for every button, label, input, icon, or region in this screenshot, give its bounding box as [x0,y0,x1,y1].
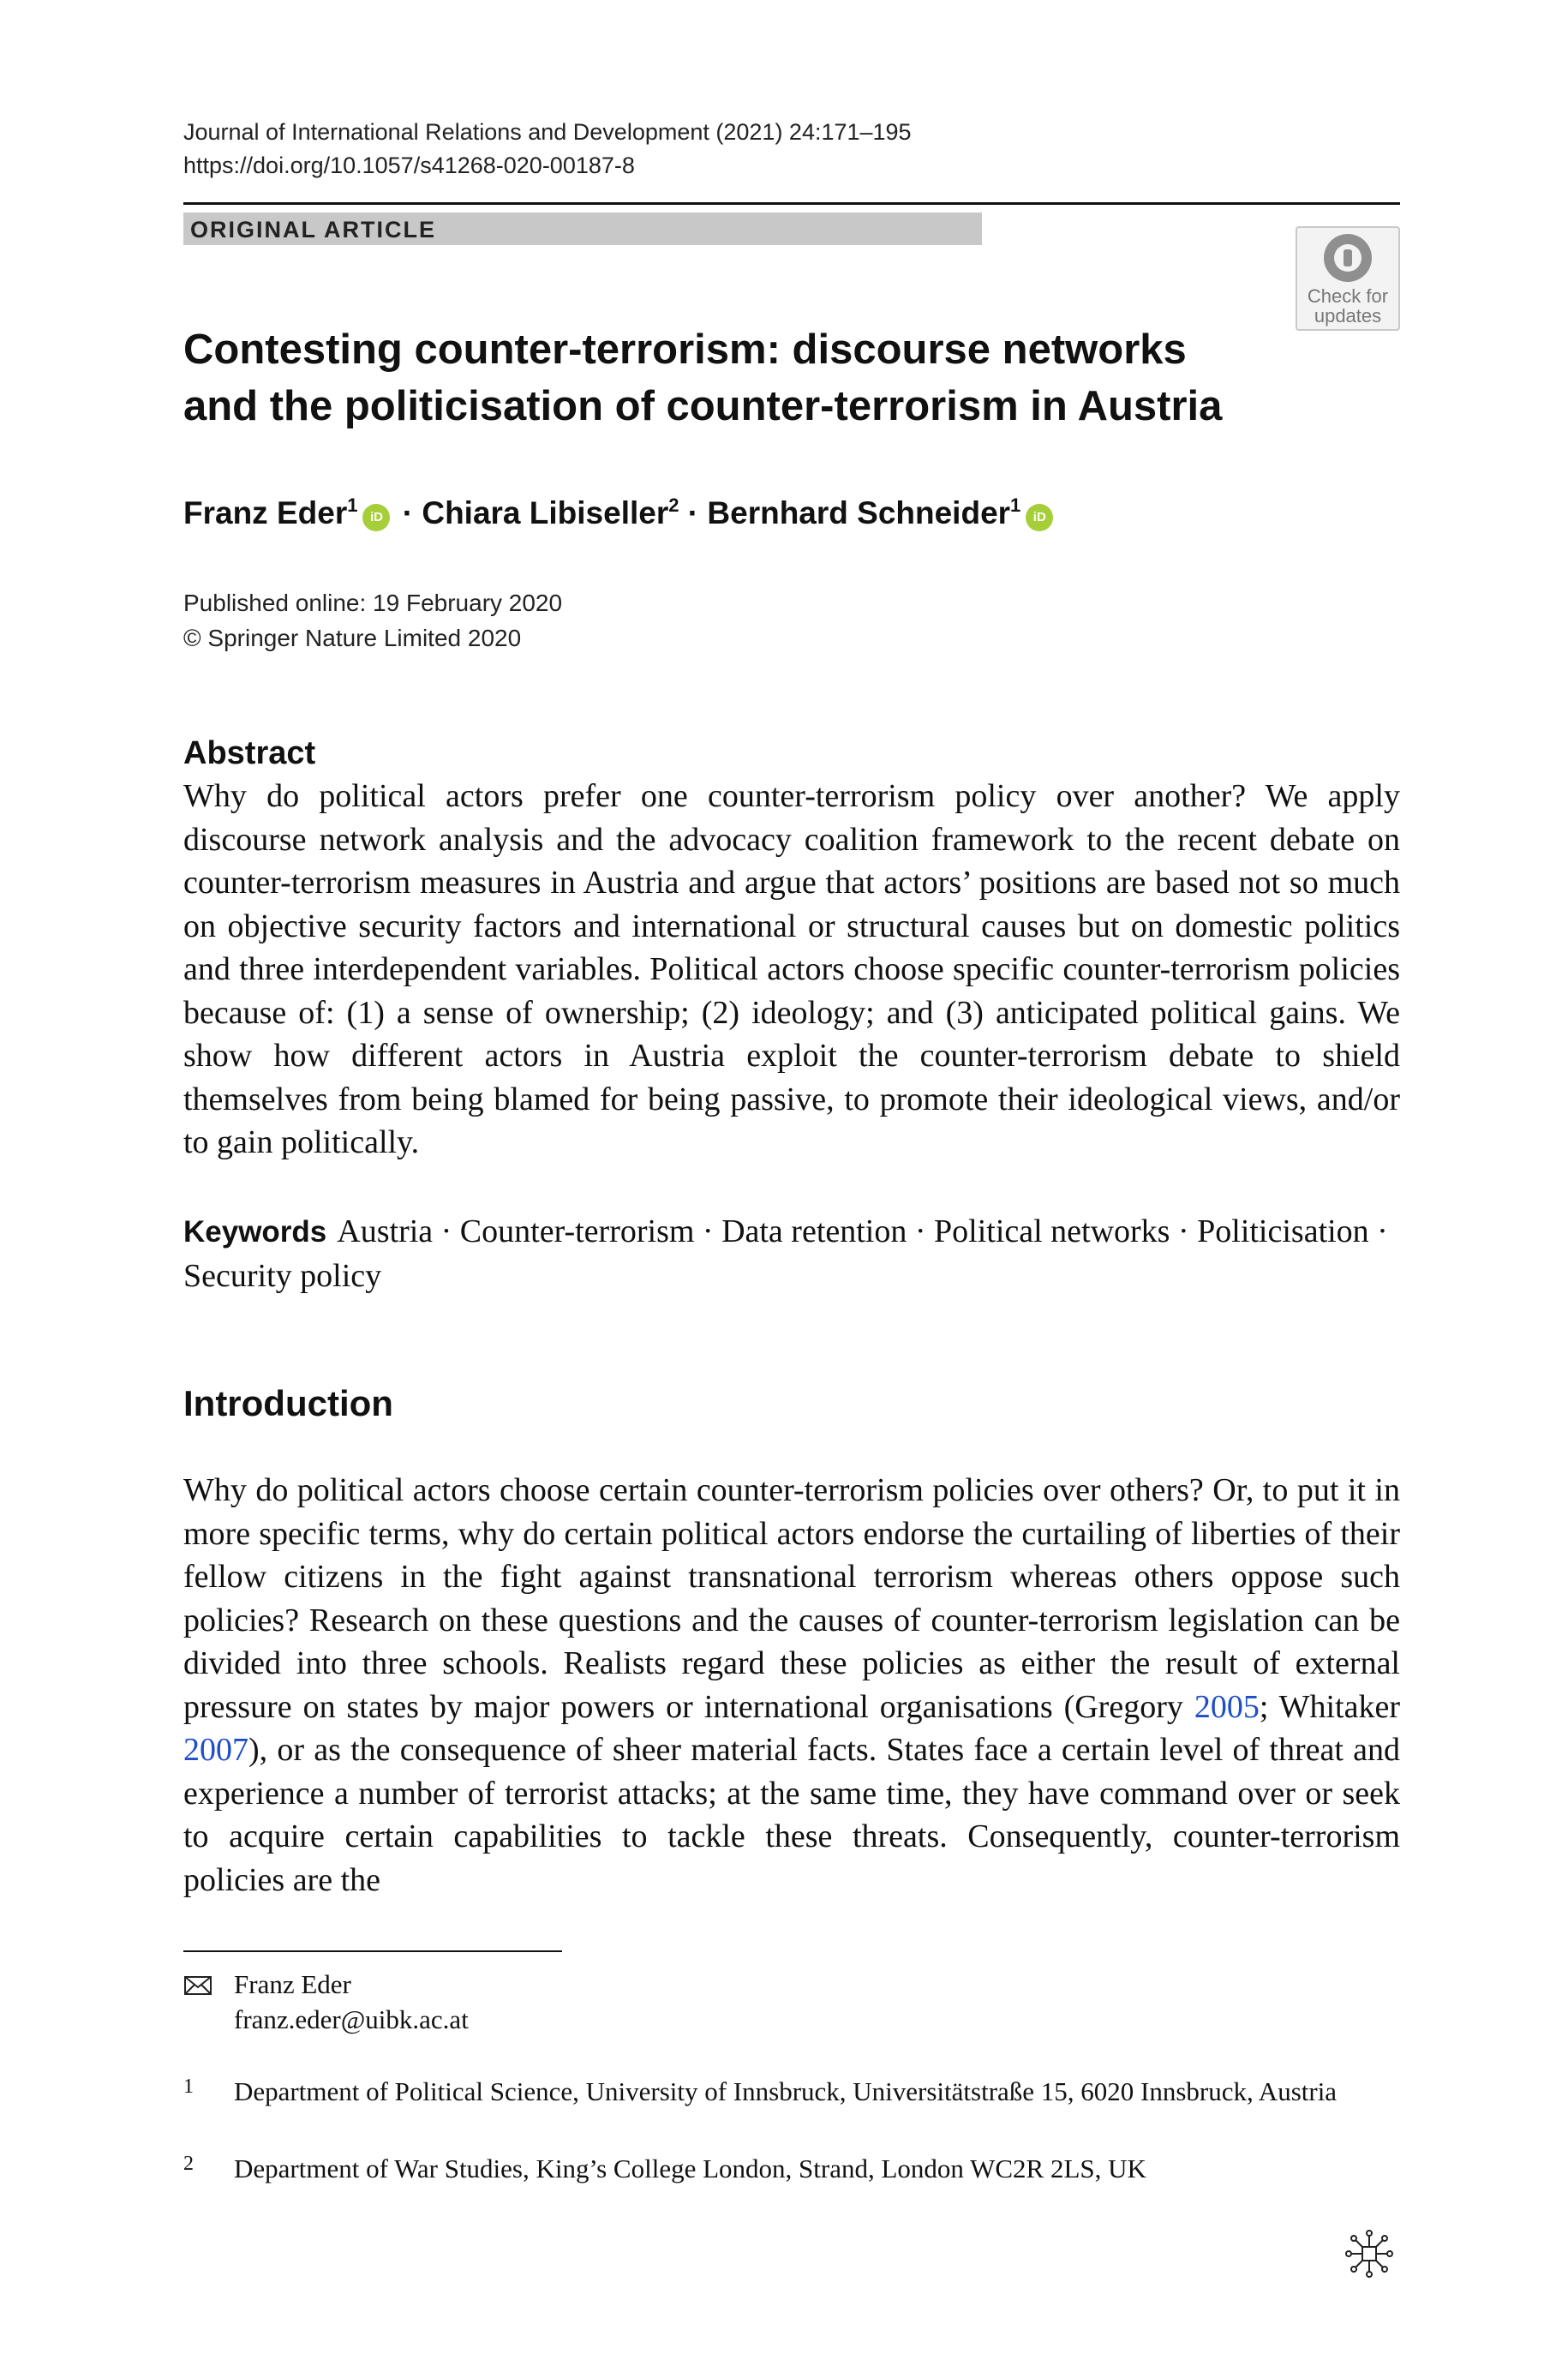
author-name[interactable]: Bernhard Schneider [707,495,1011,530]
section-heading-introduction: Introduction [183,1383,393,1423]
introduction-paragraph [183,1469,1400,1902]
author-name[interactable]: Franz Eder [183,495,348,530]
affiliation-number: 2 [183,2153,194,2175]
intro-text-part: ), or as the consequence of sheer material facts. States face a certain level of threat and experience a number of terrorist attacks; at the same time, they have command over or seek to acquire certain capabilities to tackle these threats. Consequently, counter-terrorism policies are the [183,1732,1400,1898]
copyright-notice: © Springer Nature Limited 2020 [183,625,522,651]
intro-text-part: ; Whitaker [1259,1688,1400,1725]
citation-link[interactable]: 2005 [1194,1688,1260,1725]
author-affiliation-mark: 2 [668,494,679,516]
doi-link[interactable]: https://doi.org/10.1057/s41268-020-00187-8 [183,153,635,178]
check-for-updates-icon[interactable] [1296,226,1400,331]
keywords [183,1210,1400,1297]
footnote-rule [183,1950,562,1952]
author-list [183,485,1056,534]
affiliation-number: 1 [183,2076,194,2098]
author-name[interactable]: Chiara Libiseller [422,495,669,530]
springer-logo-icon [1344,2228,1395,2279]
check-updates-line1: Check for [1307,285,1389,307]
mail-icon[interactable] [183,1971,212,2000]
author-separator: · [687,495,699,530]
corresponding-author-name: Franz Eder [234,1969,351,1999]
abstract-heading: Abstract [183,735,316,771]
article-title [183,321,1254,434]
author-affiliation-mark: 1 [1010,494,1021,516]
journal-citation: Journal of International Relations and Development (2021) 24:171–195 [183,119,912,145]
keywords-list: Austria · Counter-terrorism · Data retention · Political networks · Politicisation · Security policy [183,1213,1388,1294]
author-separator: · [402,495,414,530]
header-rule [183,202,1400,205]
author-affiliation-mark: 1 [347,494,358,516]
article-type-label: ORIGINAL ARTICLE [190,217,436,243]
orcid-icon[interactable]: iD [362,504,390,531]
published-date: Published online: 19 February 2020 [183,590,563,616]
corresponding-author-email[interactable]: franz.eder@uibk.ac.at [234,2004,469,2034]
title-line-2: and the politicisation of counter-terrorism in Austria [183,383,1223,429]
affiliation-text: Department of Political Science, University of Innsbruck, Universitätstraße 15, 6020 Innsbruck, Austria [234,2076,1338,2106]
title-line-1: Contesting counter-terrorism: discourse networks [183,326,1187,373]
check-updates-line2: updates [1314,305,1382,326]
keywords-label: Keywords [183,1215,327,1249]
citation-link[interactable]: 2007 [183,1732,248,1768]
intro-text-part: Why do political actors choose certain counter-terrorism policies over others? Or, to put it in more specific terms, why do certain political actors endorse the curtailing of liberties of their fellow citizens in the fight against transnational terrorism whereas others oppose such policies? Research on these questions and the causes of counter-terrorism legislation can be divided into three schools. Realists regard these policies as either the result of external pressure on states by major powers or international organisations (Gregory [183,1472,1400,1725]
orcid-icon[interactable]: iD [1026,504,1053,531]
affiliation-text: Department of War Studies, King’s College London, Strand, London WC2R 2LS, UK [234,2153,1146,2183]
abstract-text: Why do political actors prefer one counter-terrorism policy over another? We apply discourse network analysis and the advocacy coalition framework to the recent debate on counter-terrorism measures in Austria and argue that actors’ positions are based not so much on objective security factors and international or structural causes but on domestic politics and three interdependent variables. Political actors choose specific counter-terrorism policies because of: (1) a sense of ownership; (2) ideology; and (3) anticipated political gains. We show how different actors in Austria exploit the counter-terrorism debate to shield themselves from being blamed for being passive, to promote their ideological views, and/or to gain politically. [183,778,1400,1160]
